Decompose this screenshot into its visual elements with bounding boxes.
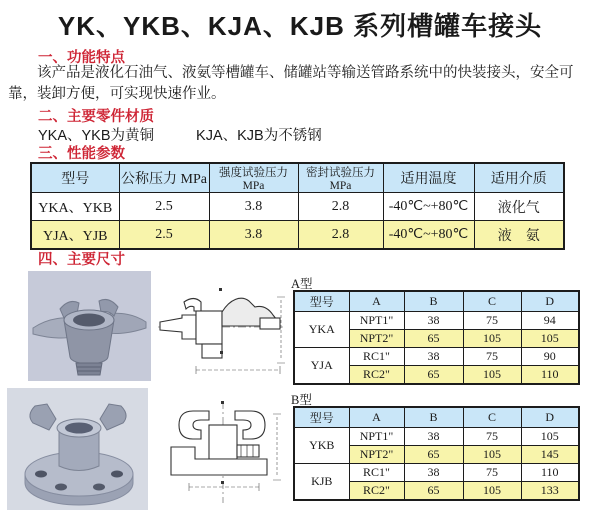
cell: 75: [463, 464, 521, 482]
cell: 38: [404, 464, 463, 482]
cell-model-yja: YJA: [294, 348, 349, 385]
cell: NPT1": [349, 312, 404, 330]
col-header-medium: 适用介质: [474, 163, 564, 193]
cell: 38: [404, 428, 463, 446]
cell: 105: [521, 428, 579, 446]
cell-seal: 2.8: [298, 221, 383, 250]
col-header-d: D: [521, 291, 579, 312]
cell: NPT2": [349, 446, 404, 464]
dim-b-row-3: [294, 464, 579, 482]
dim-a-row-3: [294, 348, 579, 366]
section-heading-materials: 二、主要零件材质: [38, 109, 154, 125]
section-heading-features: 一、功能特点: [38, 50, 125, 66]
cell-seal: 2.8: [298, 193, 383, 221]
type-b-section-drawing: [159, 397, 291, 507]
page-title: YK、YKB、KJA、KJB 系列槽罐车接头: [57, 11, 543, 41]
cell-temp: -40℃~+80℃: [383, 193, 474, 221]
col-header-b: B: [404, 407, 463, 428]
col-header-temperature: 适用温度: [383, 163, 474, 193]
cell: NPT1": [349, 428, 404, 446]
performance-table: [30, 162, 565, 250]
dim-table-b-label: B型: [291, 393, 312, 407]
cell-medium: 液化气: [474, 193, 564, 221]
cell: NPT2": [349, 330, 404, 348]
cell-nominal: 2.5: [119, 221, 209, 250]
cell: 65: [404, 482, 463, 501]
performance-row-yja: [31, 221, 564, 250]
material-stainless: KJA、KJB为不锈钢: [196, 128, 322, 144]
cell: RC2": [349, 482, 404, 501]
col-header-a: A: [349, 407, 404, 428]
cell-model-kjb: KJB: [294, 464, 349, 501]
cell: 110: [521, 464, 579, 482]
cell: 65: [404, 366, 463, 385]
cell: 38: [404, 312, 463, 330]
coupling-photo-a: [28, 271, 151, 381]
performance-row-yka: [31, 193, 564, 221]
cell-model-ykb: YKB: [294, 428, 349, 464]
cell: 75: [463, 428, 521, 446]
dim-table-a: [293, 290, 580, 385]
cell: 105: [521, 330, 579, 348]
cell-model-yka: YKA: [294, 312, 349, 348]
coupling-photo-b: [7, 388, 148, 510]
cell: 105: [463, 330, 521, 348]
threaded-coupling-image: [28, 271, 151, 381]
cell-strength: 3.8: [209, 221, 298, 250]
flanged-coupling-image: [7, 388, 148, 510]
cell: 75: [463, 348, 521, 366]
col-header-model: 型号: [294, 407, 349, 428]
col-header-seal-test: 密封试验压力MPa: [298, 163, 383, 193]
cell: 133: [521, 482, 579, 501]
cell: 105: [463, 366, 521, 385]
type-a-section-drawing: [156, 282, 288, 377]
col-header-nominal-pressure: 公称压力 MPa: [119, 163, 209, 193]
cell: 38: [404, 348, 463, 366]
cell-model: YKA、YKB: [31, 193, 119, 221]
col-header-a: A: [349, 291, 404, 312]
section-heading-dimensions: 四、主要尺寸: [38, 252, 125, 268]
cell: RC1": [349, 348, 404, 366]
material-brass: YKA、YKB为黄铜: [38, 128, 155, 144]
col-header-c: C: [463, 291, 521, 312]
col-header-model: 型号: [31, 163, 119, 193]
cell: 145: [521, 446, 579, 464]
dim-table-b: [293, 406, 580, 501]
dim-b-header-row: [294, 407, 579, 428]
col-header-b: B: [404, 291, 463, 312]
feature-description: 该产品是液化石油气、液氨等槽罐车、储罐站等输送管路系统中的快装接头，安全可靠，装卸方便，可实现快速作业。: [8, 65, 574, 102]
cell: RC1": [349, 464, 404, 482]
coupling-drawing-b: [159, 397, 291, 507]
cell: 110: [521, 366, 579, 385]
cell: 65: [404, 330, 463, 348]
cell-temp: -40℃~+80℃: [383, 221, 474, 250]
dim-table-a-label: A型: [291, 277, 313, 291]
cell: 105: [463, 446, 521, 464]
cell-strength: 3.8: [209, 193, 298, 221]
coupling-drawing-a: [156, 282, 288, 377]
dim-b-row-1: [294, 428, 579, 446]
cell: 105: [463, 482, 521, 501]
col-header-d: D: [521, 407, 579, 428]
cell-model: YJA、YJB: [31, 221, 119, 250]
performance-header-row: [31, 163, 564, 193]
cell: 75: [463, 312, 521, 330]
cell: RC2": [349, 366, 404, 385]
col-header-model: 型号: [294, 291, 349, 312]
dim-a-header-row: [294, 291, 579, 312]
col-header-strength-test: 强度试验压力MPa: [209, 163, 298, 193]
cell: 65: [404, 446, 463, 464]
cell: 94: [521, 312, 579, 330]
cell-nominal: 2.5: [119, 193, 209, 221]
cell: 90: [521, 348, 579, 366]
dim-a-row-1: [294, 312, 579, 330]
cell-medium: 液 氨: [474, 221, 564, 250]
section-heading-performance: 三、性能参数: [38, 146, 125, 162]
col-header-c: C: [463, 407, 521, 428]
